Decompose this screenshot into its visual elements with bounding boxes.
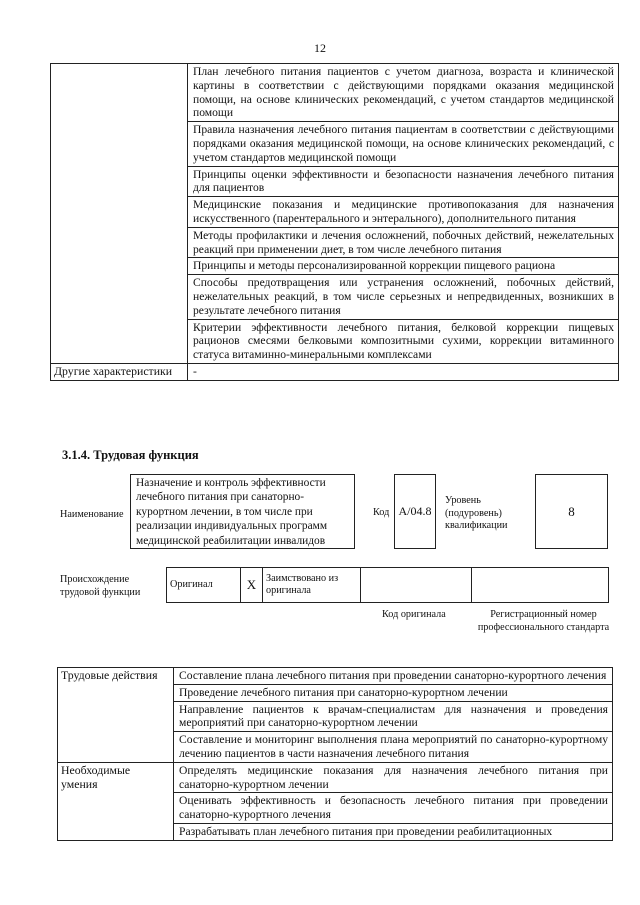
labor-actions-table: [57, 667, 613, 841]
knowledge-item: План лечебного питания пациентов с учетом диагноза, возраста и клинической картины в соответствии с действующими порядками оказания медицинской помощи, на основе клинических рекомендаций, с учетом стандартов медицинской помощи: [188, 64, 619, 122]
knowledge-table: [50, 63, 619, 381]
skill-item: Разрабатывать план лечебного питания при проведении реабилитационных: [174, 823, 613, 840]
labor-action-item: Проведение лечебного питания при санаторно-курортном лечении: [174, 684, 613, 701]
labor-action-item: Направление пациентов к врачам-специалистам для назначения и проведения мероприятий при санаторно-курортном лечении: [174, 701, 613, 732]
knowledge-item: Медицинские показания и медицинские противопоказания для назначения искусственного (парентерального и энтерального), дополнительного питания: [188, 197, 619, 228]
other-characteristics-value: -: [188, 363, 619, 380]
table-row: [58, 668, 613, 685]
skill-item: Оценивать эффективность и безопасность лечебного питания при проведении санаторно-курортного лечения: [174, 793, 613, 824]
borrowed-label: Заимствовано из оригинала: [263, 568, 361, 603]
origin-label: Происхождение трудовой функции: [60, 574, 141, 598]
qualification-level-value: 8: [535, 474, 608, 549]
knowledge-item: Принципы оценки эффективности и безопасности назначения лечебного питания для пациентов: [188, 166, 619, 197]
table-row: [51, 64, 619, 122]
labor-action-item: Составление плана лечебного питания при проведении санаторно-курортного лечения: [174, 668, 613, 685]
knowledge-item: Критерии эффективности лечебного питания, белковой коррекции пищевых рационов смесями белковыми композитными сухими, коррекции витаминного статуса витаминно-минеральными комплексами: [188, 319, 619, 363]
registration-number-cell: [472, 568, 609, 603]
function-code: A/04.8: [394, 474, 436, 549]
skill-item: Определять медицинские показания для назначения лечебного питания при санаторно-курортном лечении: [174, 762, 613, 793]
table-row: [58, 762, 613, 793]
table-row: [51, 363, 619, 380]
knowledge-item: Правила назначения лечебного питания пациентам в соответствии с действующими порядками оказания медицинской помощи, на основе клинических рекомендаций, с учетом стандартов медицинской помощи: [188, 122, 619, 166]
required-skills-label: Необходимые умения: [58, 762, 174, 840]
original-code-cell: [361, 568, 472, 603]
page-number: 12: [314, 41, 326, 55]
origin-table: [166, 567, 609, 603]
knowledge-item: Способы предотвращения или устранения осложнений, побочных действий, нежелательных реакций, в том числе серьезных и непредвиденных, возникших в результате лечебного питания: [188, 275, 619, 319]
original-label: Оригинал: [167, 568, 241, 603]
knowledge-label-cell: [51, 64, 188, 364]
registration-number-caption: Регистрационный номер профессионального стандарта: [477, 609, 610, 633]
knowledge-item: Методы профилактики и лечения осложнений, побочных действий, нежелательных реакций при применении диет, в том числе лечебного питания: [188, 227, 619, 258]
labor-actions-label: Трудовые действия: [58, 668, 174, 763]
table-row: [167, 568, 609, 603]
original-mark: X: [241, 568, 263, 603]
knowledge-item: Принципы и методы персонализированной коррекции пищевого рациона: [188, 258, 619, 275]
name-label: Наименование: [60, 509, 124, 520]
section-title: 3.1.4. Трудовая функция: [62, 448, 199, 462]
qualification-level-label: Уровень (подуровень) квалификации: [445, 495, 508, 531]
other-characteristics-label: Другие характеристики: [51, 363, 188, 380]
function-name: Назначение и контроль эффективности лечебного питания при санаторно-курортном лечении, в том числе при реализации индивидуальных программ медицинской реабилитации инвалидов: [130, 474, 355, 549]
labor-action-item: Составление и мониторинг выполнения плана мероприятий по санаторно-курортному лечению пациентов в части назначения лечебного питания: [174, 732, 613, 763]
code-label: Код: [373, 507, 390, 518]
original-code-caption: Код оригинала: [382, 609, 446, 620]
